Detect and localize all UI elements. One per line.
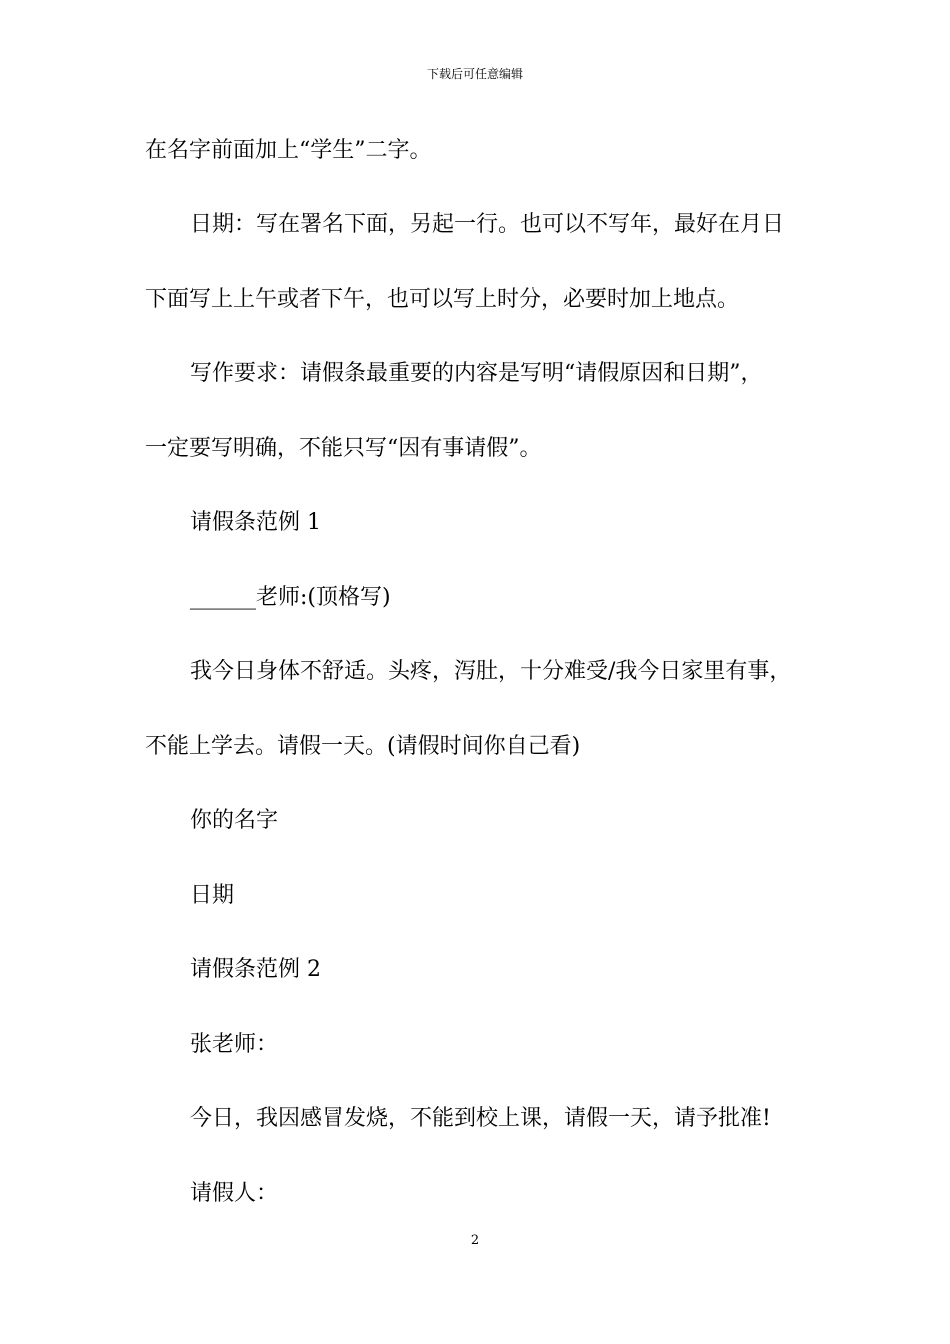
page-number: 2	[470, 1233, 480, 1248]
signature-line: 请假人：	[190, 1181, 279, 1206]
paragraph-line: 写作要求：请假条最重要的内容是写明“请假原因和日期”，	[190, 361, 763, 386]
signature-line: 你的名字	[190, 808, 279, 833]
paragraph-line: 一定要写明确，不能只写“因有事请假”。	[145, 436, 542, 461]
paragraph-line: 日期：写在署名下面，另起一行。也可以不写年，最好在月日	[190, 212, 785, 237]
example-heading: 请假条范例 1	[190, 510, 321, 535]
salutation-line: 张老师：	[190, 1032, 279, 1057]
paragraph-line: 下面写上上午或者下午，也可以写上时分，必要时加上地点。	[145, 287, 740, 312]
salutation-line: ______老师:(顶格写)	[190, 585, 391, 610]
paragraph-line: 我今日身体不舒适。头疼，泻肚，十分难受/我今日家里有事，	[190, 659, 792, 684]
paragraph-line: 今日，我因感冒发烧，不能到校上课，请假一天，请予批准!	[190, 1106, 771, 1131]
paragraph-line: 不能上学去。请假一天。(请假时间你自己看)	[145, 734, 581, 759]
paragraph-line: 在名字前面加上“学生”二字。	[145, 138, 432, 163]
page-header: 下载后可任意编辑	[426, 67, 523, 81]
example-heading: 请假条范例 2	[190, 957, 321, 982]
date-line: 日期	[190, 883, 235, 908]
